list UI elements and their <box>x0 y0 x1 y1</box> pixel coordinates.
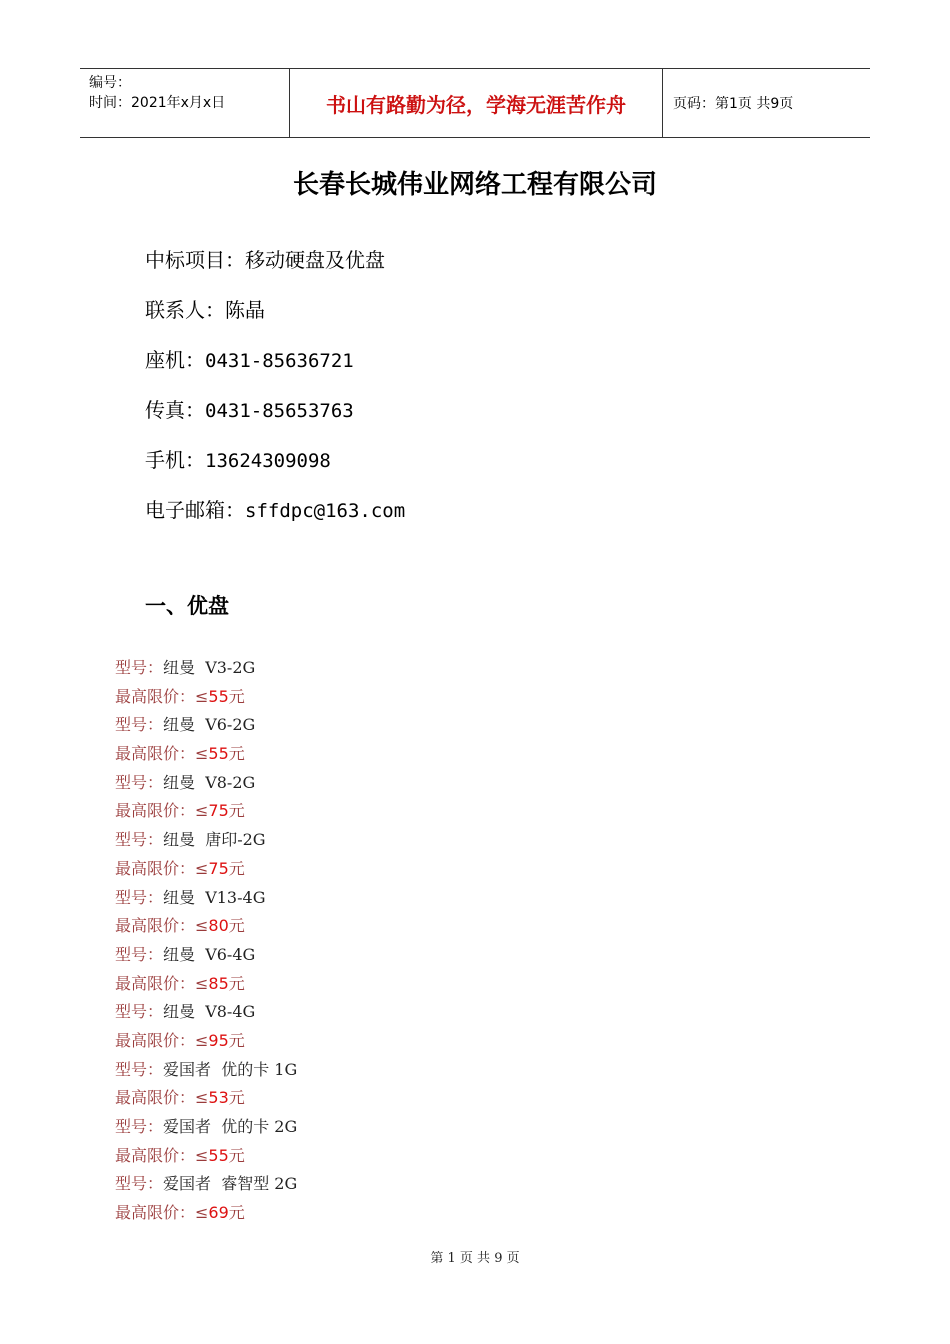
price-value: 55 <box>208 1145 229 1165</box>
model-label: 型号： <box>115 1174 164 1194</box>
price-label: 最高限价：≤ <box>115 686 209 706</box>
model-row <box>115 884 297 913</box>
project-value: 移动硬盘及优盘 <box>245 248 385 272</box>
price-value: 55 <box>208 744 229 764</box>
price-row <box>115 797 297 826</box>
model-row <box>115 1170 297 1199</box>
model-value: 纽曼 V3-2G <box>163 658 256 677</box>
email-value[interactable]: sffdpc@163.com <box>245 500 406 522</box>
model-value: 纽曼 V6-2G <box>163 715 256 735</box>
price-label: 最高限价：≤ <box>115 1145 209 1165</box>
model-value: 纽曼 V6-4G <box>163 944 256 964</box>
model-value: 纽曼 V8-2G <box>163 772 256 792</box>
price-label: 最高限价：≤ <box>115 973 209 993</box>
price-label: 最高限价：≤ <box>115 744 209 764</box>
person-label: 联系人： <box>145 298 225 322</box>
price-row <box>115 855 297 884</box>
project-line <box>145 240 405 290</box>
model-label: 型号： <box>115 944 164 964</box>
person-value: 陈晶 <box>225 298 265 322</box>
model-label: 型号： <box>115 658 164 677</box>
model-label: 型号： <box>115 772 164 792</box>
project-label: 中标项目： <box>145 248 245 272</box>
time-text: 时间：2021年x月x日 <box>89 95 226 111</box>
page-header <box>80 68 870 138</box>
price-value: 85 <box>208 973 229 993</box>
price-unit: 元 <box>228 801 245 821</box>
header-info-cell <box>80 69 290 137</box>
landline-line <box>145 340 405 390</box>
email-line <box>145 490 405 540</box>
price-row <box>115 1199 297 1228</box>
landline-value: 0431-85636721 <box>205 350 354 372</box>
item-list <box>115 654 297 1228</box>
model-value: 爱国者 优的卡 2G <box>163 1117 298 1136</box>
model-label: 型号： <box>115 887 164 907</box>
model-row <box>115 826 297 855</box>
price-value: 80 <box>208 916 229 936</box>
model-value: 纽曼 唐印-2G <box>163 830 266 850</box>
number-label: 编号： <box>89 75 131 91</box>
price-row <box>115 1142 297 1171</box>
model-label: 型号： <box>115 715 164 735</box>
price-label: 最高限价：≤ <box>115 1088 209 1108</box>
price-unit: 元 <box>228 1145 245 1165</box>
header-page-cell <box>663 69 870 137</box>
price-value: 95 <box>208 1030 229 1050</box>
price-row <box>115 912 297 941</box>
price-label: 最高限价：≤ <box>115 1203 209 1223</box>
email-label: 电子邮箱： <box>145 498 245 522</box>
model-row <box>115 769 297 798</box>
price-row <box>115 1084 297 1113</box>
price-row <box>115 970 297 999</box>
person-line <box>145 290 405 340</box>
price-unit: 元 <box>228 1203 245 1223</box>
price-value: 75 <box>208 801 229 821</box>
motto-text: 书山有路勤为径，学海无涯苦作舟 <box>326 92 626 117</box>
model-value: 纽曼 V13-4G <box>163 887 266 907</box>
model-label: 型号： <box>115 1059 164 1079</box>
price-label: 最高限价：≤ <box>115 801 209 821</box>
model-value: 纽曼 V8-4G <box>163 1002 256 1022</box>
price-unit: 元 <box>228 686 245 706</box>
page-footer: 第 1 页 共 9 页 <box>430 1251 520 1266</box>
contact-block <box>145 240 405 540</box>
model-row <box>115 1113 297 1142</box>
model-row <box>115 654 297 683</box>
model-value: 爱国者 睿智型 2G <box>163 1174 298 1194</box>
mobile-line <box>145 440 405 490</box>
price-unit: 元 <box>228 744 245 764</box>
model-row <box>115 711 297 740</box>
mobile-label: 手机： <box>145 448 205 472</box>
fax-line <box>145 390 405 440</box>
price-value: 75 <box>208 858 229 878</box>
fax-value: 0431-85653763 <box>205 400 354 422</box>
price-row <box>115 683 297 712</box>
price-unit: 元 <box>228 916 245 936</box>
price-unit: 元 <box>228 1030 245 1050</box>
price-value: 69 <box>208 1203 229 1223</box>
mobile-value: 13624309098 <box>205 450 331 472</box>
company-title: 长春长城伟业网络工程有限公司 <box>292 170 657 200</box>
page-indicator: 页码：第1页 共9页 <box>673 96 794 112</box>
model-label: 型号： <box>115 1117 164 1136</box>
price-value: 55 <box>208 686 229 706</box>
model-row <box>115 941 297 970</box>
price-unit: 元 <box>228 973 245 993</box>
fax-label: 传真： <box>145 398 205 422</box>
landline-label: 座机： <box>145 348 205 372</box>
header-motto-cell <box>290 69 663 137</box>
model-value: 爱国者 优的卡 1G <box>163 1059 298 1079</box>
price-label: 最高限价：≤ <box>115 916 209 936</box>
price-row <box>115 740 297 769</box>
model-row <box>115 1056 297 1085</box>
model-row <box>115 998 297 1027</box>
section-title: 一、优盘 <box>145 594 229 618</box>
model-label: 型号： <box>115 830 164 850</box>
price-row <box>115 1027 297 1056</box>
price-label: 最高限价：≤ <box>115 858 209 878</box>
model-label: 型号： <box>115 1002 164 1022</box>
price-value: 53 <box>208 1088 229 1108</box>
price-unit: 元 <box>228 858 245 878</box>
price-unit: 元 <box>228 1088 245 1108</box>
price-label: 最高限价：≤ <box>115 1030 209 1050</box>
